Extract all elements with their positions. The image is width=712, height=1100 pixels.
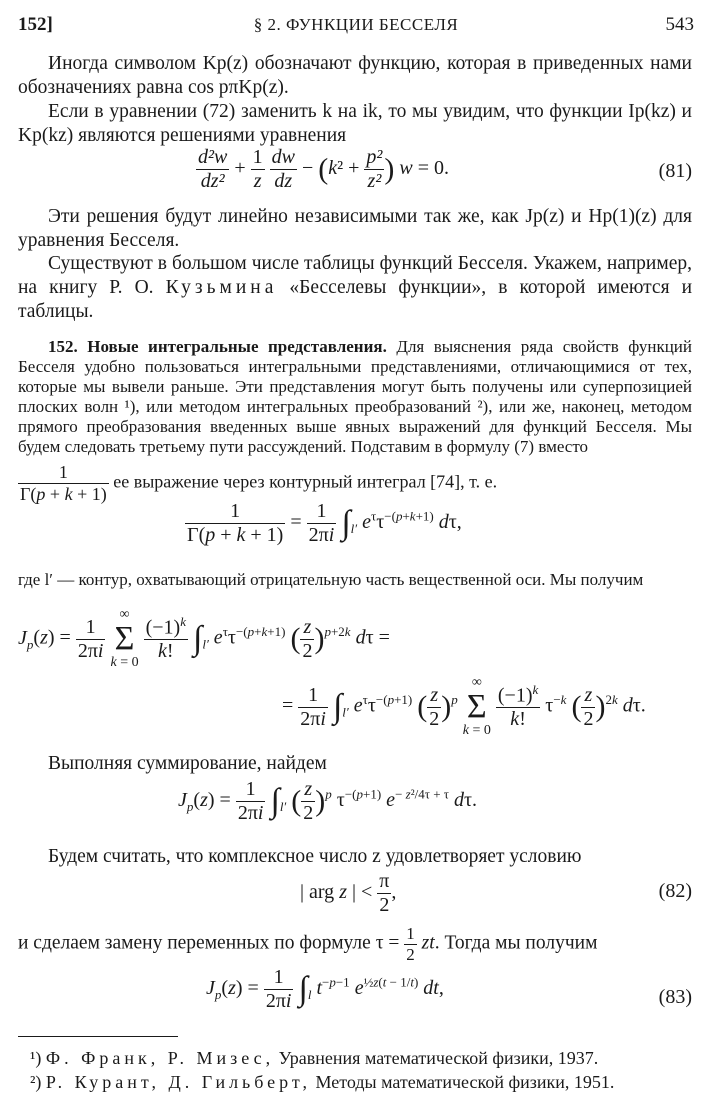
footnote-1: ¹) Ф. Франк, Р. Мизес, Уравнения математической физики, 1937. xyxy=(30,1048,599,1068)
page-number: 543 xyxy=(665,14,694,35)
paragraph-substitution: Если в уравнении (72) заменить k на ik, то мы увидим, что функции Ip(kz) и Kp(kz) являются решениями уравнения xyxy=(18,101,692,146)
equation-jp-series: $J_p(z)$ = $\frac{1}{2\pi i}$ ∞ Σ k = 0 $\frac{(-1)^k}{k!}$ $\int_{l'}$ $e^\tau\tau^{-(p+k+1)}$ ( $\frac{z}{2}$ )$^{p+2k}$ dτ = xyxy=(18,607,390,670)
section-152 xyxy=(18,337,692,457)
footnote-2-authors: Р. Курант, Д. Гильберт, xyxy=(45,1072,311,1092)
equation-jp-integral: $J_p(z)$ = $\frac{1}{2\pi i}$ $\int_{l'}$ ( $\frac{z}{2}$ )$^p$ $\tau^{-(p+1)}$ $e^{- z^2/4\tau + \tau}$ dτ. xyxy=(178,778,478,824)
paragraph-arg-condition: Будем считать, что комплексное число z удовлетворяет условию xyxy=(48,846,582,867)
footnote-2: ²) Р. Курант, Д. Гильберт, Методы математической физики, 1951. xyxy=(30,1072,615,1092)
paragraph-tables: Существуют в большом числе таблицы функций Бесселя. Укажем, например, на книгу Р. О. Кузьмина «Бесселевы функции», в которой имеются и таблицы. xyxy=(18,253,693,322)
equation-jp-series-cont: = $\frac{1}{2\pi i}$ $\int_{l'}$ $e^\tau\tau^{-(p+1)}$ ( $\frac{z}{2}$ )$^p$ ∞ Σ k = 0 $\frac{(-1)^k}{k!}$ $\tau^{-k}$ ( $\frac{z}{2}$ )$^{2k}$ dτ. xyxy=(282,675,646,738)
section-body: Для выяснения ряда свойств функций Бесселя удобно пользоваться интегральными представлениями, отличающимися от тех, которые мы вывели раньше. Эти представления могут быть получены или суперпозицией плоских волн ¹), или методом интегральных преобразований ²), или же, наконец, методом прямого преобразования введенных выше явных выражений для функций Бесселя. Мы будем следовать третьему пути рассуждений. Подставим в формулу (7) вместо xyxy=(18,337,693,456)
equation-81: $\frac{\text{d²w}}{\text{dz²}}$ + $\frac{1}{z}$ $\frac{dw}{dz}$ − (k² + $\frac{\text{p²}}{\text{z²}}$ ) w = 0. xyxy=(198,146,450,192)
equation-83: $J_p(z)$ = $\frac{1}{2\pi i}$ $\int_l$ $t^{-p-1}$ $e^{\frac{1}{2}z(t - 1/t)}$ dt, xyxy=(206,966,444,1012)
paragraph-summation: Выполняя суммирование, найдем xyxy=(48,753,327,774)
footnote-1-title: Уравнения математической физики, 1937. xyxy=(278,1048,599,1068)
section-ref: 152] xyxy=(18,14,53,35)
gamma-fraction-inline: $\frac{1}{\Gamma(p + k + 1)}$ ее выражение через контурный интеграл [74], т. е. xyxy=(20,462,498,504)
equation-contour-integral: $\frac{1}{\Gamma(p + k + 1)}$ = $\frac{1}{2\pi i}$ $\int_{l'}$ $e^\tau\tau^{-(p+k+1)}$ dτ, xyxy=(187,500,462,546)
running-header xyxy=(18,12,694,38)
paragraph-contour: где l′ — контур, охватывающий отрицательную часть вещественной оси. Мы получим xyxy=(18,570,644,589)
author-name: Кузьмина xyxy=(165,277,278,298)
equation-81-number: (81) xyxy=(658,160,692,182)
footnote-2-title: Методы математической физики, 1951. xyxy=(315,1072,615,1092)
chapter-title: § 2. ФУНКЦИИ БЕССЕЛЯ xyxy=(253,15,459,34)
equation-82: | arg z | < $\frac{\pi}{2}$ , xyxy=(300,870,397,916)
paragraph-kp-definition: Иногда символом Kp(z) обозначают функцию, которая в приведенных нами обозначениях равна cos pπKp(z). xyxy=(18,53,692,98)
footnote-1-authors: Ф. Франк, Р. Мизес, xyxy=(45,1048,275,1068)
equation-82-number: (82) xyxy=(658,880,692,902)
paragraph-change-variables: и сделаем замену переменных по формуле τ = $\frac{1}{2}$ zt. Тогда мы получим xyxy=(18,924,598,964)
footnote-rule xyxy=(18,1036,178,1037)
section-title: 152. Новые интегральные представления. xyxy=(48,337,387,356)
equation-83-number: (83) xyxy=(658,986,692,1008)
paragraph-independence: Эти решения будут линейно независимыми так же, как Jp(z) и Hp(1)(z) для уравнения Бесселя. xyxy=(18,206,692,251)
